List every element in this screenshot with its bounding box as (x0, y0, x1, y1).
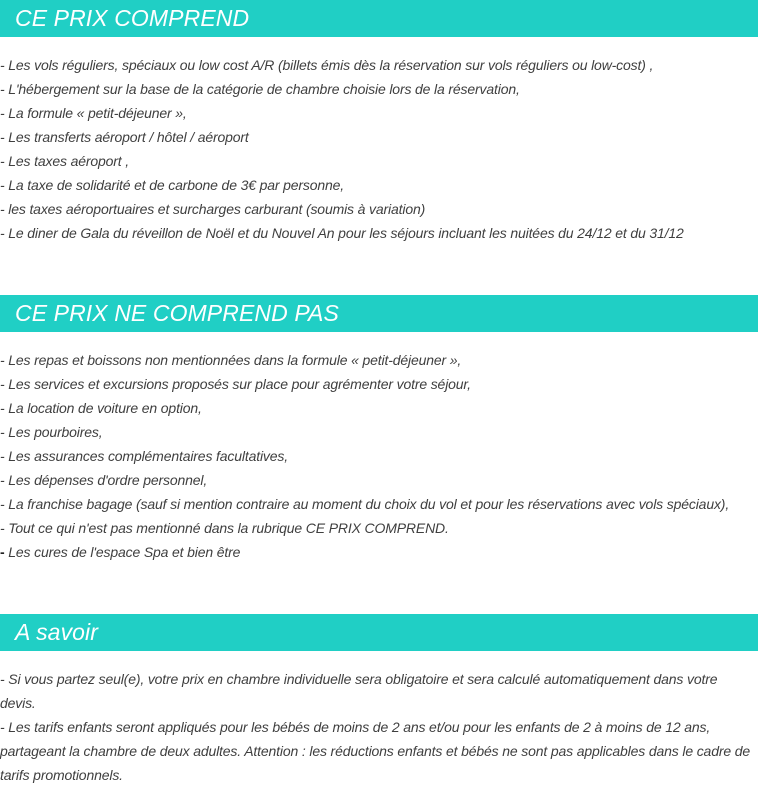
list-item: - Les tarifs enfants seront appliqués pour les bébés de moins de 2 ans et/ou pour les enfants de 2 à moins de 12 ans, partageant la chambre de deux adultes. Attention : les réductions enfants et bébés ne sont pas applicables dans le cadre de tarifs promotionnels. (0, 719, 750, 783)
section-title: CE PRIX COMPREND (15, 5, 250, 31)
list-item: - Les vols réguliers, spéciaux ou low cost A/R (billets émis dès la réservation sur vols réguliers ou low-cost) , (0, 57, 654, 73)
list-item (0, 540, 756, 564)
list-item: - Tout ce qui n'est pas mentionné dans la rubrique CE PRIX COMPREND. (0, 520, 449, 536)
list-item: - Les pourboires, (0, 424, 103, 440)
list-item: - les taxes aéroportuaires et surcharges carburant (soumis à variation) (0, 201, 426, 217)
list-item: - La formule « petit-déjeuner », (0, 105, 187, 121)
section-header-good-to-know (0, 614, 758, 651)
list-item: - L'hébergement sur la base de la catégorie de chambre choisie lors de la réservation, (0, 81, 520, 97)
excludes-list (0, 348, 756, 564)
list-item: - Les repas et boissons non mentionnées dans la formule « petit-déjeuner », (0, 352, 462, 368)
section-header-includes (0, 0, 758, 37)
list-item: - Si vous partez seul(e), votre prix en chambre individuelle sera obligatoire et sera calculé automatiquement dans votre devis. (0, 671, 718, 711)
section-title: CE PRIX NE COMPREND PAS (15, 300, 339, 326)
item-dash: - (0, 544, 5, 560)
list-item: - La taxe de solidarité et de carbone de 3€ par personne, (0, 177, 345, 193)
section-title: A savoir (15, 619, 99, 645)
good-to-know-list (0, 667, 756, 787)
list-item: - La franchise bagage (sauf si mention contraire au moment du choix du vol et pour les réservations avec vols spéciaux), (0, 496, 730, 512)
list-item: - Les assurances complémentaires facultatives, (0, 448, 289, 464)
list-item: - Le diner de Gala du réveillon de Noël et du Nouvel An pour les séjours incluant les nuitées du 24/12 et du 31/12 (0, 225, 684, 241)
list-item: - Les taxes aéroport , (0, 153, 129, 169)
list-item: - Les transferts aéroport / hôtel / aéroport (0, 129, 249, 145)
list-item: - Les services et excursions proposés sur place pour agrémenter votre séjour, (0, 376, 471, 392)
list-item: - La location de voiture en option, (0, 400, 202, 416)
includes-list (0, 53, 756, 245)
section-header-excludes (0, 295, 758, 332)
list-item: - Les dépenses d'ordre personnel, (0, 472, 208, 488)
item-text: Les cures de l'espace Spa et bien être (4, 544, 241, 560)
